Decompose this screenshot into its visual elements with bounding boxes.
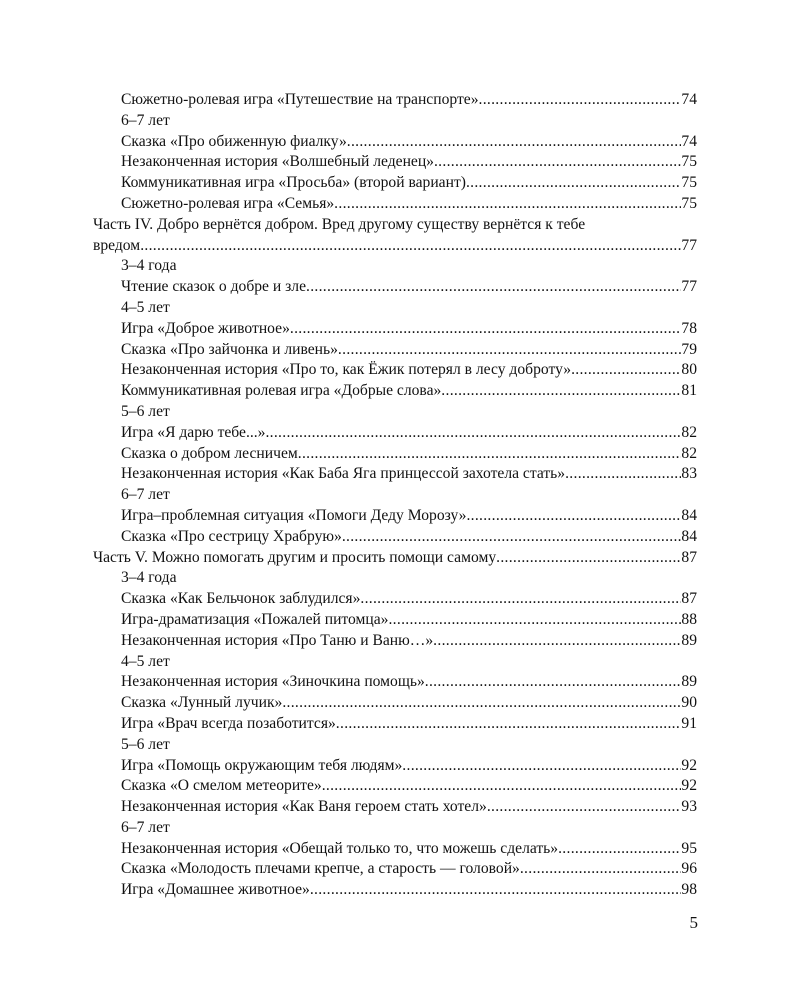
toc-entry-title: Сказка о добром лесничем <box>121 444 298 462</box>
toc-entry-title: Незаконченная история «Волшебный леденец» <box>121 153 434 171</box>
toc-entry[interactable] <box>93 631 697 652</box>
toc-leader-dots <box>425 672 682 693</box>
age-group-heading: 5–6 лет <box>121 402 170 420</box>
toc-leader-dots <box>496 548 681 569</box>
toc-leader-dots <box>565 464 681 485</box>
toc-leader-dots <box>402 756 681 777</box>
toc-entry[interactable] <box>93 360 697 381</box>
toc-entry-page: 89 <box>681 673 697 691</box>
toc-entry-page: 75 <box>681 194 697 212</box>
toc-entry-title: Чтение сказок о добре и зле <box>121 278 306 296</box>
toc-leader-dots <box>334 194 681 215</box>
age-group-heading: 3–4 года <box>121 569 177 587</box>
toc-entry-page: 80 <box>681 361 697 379</box>
toc-entry-title: Сказка «Про сестрицу Храбрую» <box>121 527 342 545</box>
toc-entry-page: 89 <box>681 631 697 649</box>
age-group-heading: 3–4 года <box>121 257 177 275</box>
toc-entry-title: Игра–проблемная ситуация «Помоги Деду Морозу» <box>121 506 467 524</box>
toc-entry[interactable] <box>93 776 697 797</box>
toc-leader-dots <box>571 360 681 381</box>
table-of-contents <box>93 90 697 901</box>
toc-leader-dots <box>338 340 681 361</box>
toc-entry-page: 87 <box>681 590 697 608</box>
part-4-heading-line2[interactable] <box>93 236 697 257</box>
toc-leader-dots <box>336 714 682 735</box>
toc-entry[interactable] <box>93 423 697 444</box>
toc-leader-dots <box>558 839 681 860</box>
toc-entry-page: 82 <box>681 444 697 462</box>
age-group-heading: 6–7 лет <box>121 818 170 836</box>
toc-entry[interactable] <box>93 90 697 111</box>
toc-entry[interactable] <box>93 152 697 173</box>
toc-entry-title: Сказка «Молодость плечами крепче, а старость — головой» <box>121 860 520 878</box>
toc-leader-dots <box>310 880 682 901</box>
toc-entry[interactable] <box>93 381 697 402</box>
toc-entry[interactable] <box>93 714 697 735</box>
age-group-heading: 5–6 лет <box>121 735 170 753</box>
toc-entry[interactable] <box>93 880 697 901</box>
toc-leader-dots <box>140 236 681 257</box>
age-group-heading: 4–5 лет <box>121 652 170 670</box>
toc-leader-dots <box>342 527 682 548</box>
toc-leader-dots <box>433 631 681 652</box>
toc-leader-dots <box>282 693 681 714</box>
toc-leader-dots <box>322 776 682 797</box>
toc-entry-title: Игра «Помощь окружающим тебя людям» <box>121 756 403 774</box>
toc-leader-dots <box>306 277 681 298</box>
toc-entry-title: Игра «Доброе животное» <box>121 319 290 337</box>
toc-entry-title: Незаконченная история «Про то, как Ёжик потерял в лесу доброту» <box>121 361 572 379</box>
toc-leader-dots <box>466 506 681 527</box>
toc-entry[interactable] <box>93 610 697 631</box>
toc-leader-dots <box>479 90 682 111</box>
toc-entry[interactable] <box>93 173 697 194</box>
toc-entry[interactable] <box>93 859 697 880</box>
toc-entry-page: 88 <box>681 610 697 628</box>
toc-entry-title: Незаконченная история «Про Таню и Ваню…» <box>121 631 434 649</box>
toc-entry-page: 77 <box>681 236 697 254</box>
toc-entry[interactable] <box>93 506 697 527</box>
toc-entry-title: Часть V. Можно помогать другим и просить помощи самому <box>93 548 497 566</box>
toc-entry-title: Сказка «О смелом метеорите» <box>121 777 322 795</box>
toc-entry-title: Игра-драматизация «Пожалей питомца» <box>121 610 389 628</box>
toc-entry-page: 84 <box>681 527 697 545</box>
toc-entry[interactable] <box>93 527 697 548</box>
age-group-heading: 4–5 лет <box>121 298 170 316</box>
toc-entry[interactable] <box>93 194 697 215</box>
toc-entry[interactable] <box>93 797 697 818</box>
toc-leader-dots <box>298 444 682 465</box>
toc-leader-dots <box>388 610 681 631</box>
toc-entry[interactable] <box>93 132 697 153</box>
toc-leader-dots <box>487 797 682 818</box>
toc-entry-title: Сказка «Про зайчонка и ливень» <box>121 340 338 358</box>
toc-entry-page: 81 <box>681 382 697 400</box>
toc-entry-title: Коммуникативная ролевая игра «Добрые слова» <box>121 382 442 400</box>
toc-entry-title: Сюжетно-ролевая игра «Путешествие на транспорте» <box>121 91 479 108</box>
toc-entry-page: 91 <box>681 714 697 732</box>
toc-entry-page: 84 <box>681 506 697 524</box>
toc-entry-page: 90 <box>681 694 697 712</box>
toc-leader-dots <box>434 152 681 173</box>
toc-entry[interactable] <box>93 464 697 485</box>
toc-entry-title: Сказка «Как Бельчонок заблудился» <box>121 590 361 608</box>
toc-entry-page: 75 <box>681 174 697 192</box>
toc-entry[interactable] <box>93 319 697 340</box>
toc-entry-page: 92 <box>681 756 697 774</box>
toc-leader-dots <box>441 381 681 402</box>
toc-entry-page: 77 <box>681 278 697 296</box>
toc-entry-title: Незаконченная история «Обещай только то, что можешь сделать» <box>121 839 559 857</box>
toc-leader-dots <box>347 132 682 153</box>
part-4-heading-line1[interactable]: Часть IV. Добро вернётся добром. Вред другому существу вернётся к тебе <box>93 215 586 233</box>
toc-entry-page: 96 <box>681 860 697 878</box>
page-number: 5 <box>689 913 698 932</box>
toc-entry-page: 92 <box>681 777 697 795</box>
toc-leader-dots <box>265 423 681 444</box>
toc-entry-page: 78 <box>681 319 697 337</box>
toc-entry-title: Сказка «Про обиженную фиалку» <box>121 132 347 150</box>
toc-entry-title: Сказка «Лунный лучик» <box>121 694 283 712</box>
toc-entry-title: Коммуникативная игра «Просьба» (второй вариант) <box>121 174 466 192</box>
toc-entry-title: Игра «Врач всегда позаботится» <box>121 714 336 732</box>
toc-entry[interactable] <box>93 756 697 777</box>
toc-leader-dots <box>360 589 681 610</box>
toc-entry-page: 93 <box>681 798 697 816</box>
toc-entry[interactable] <box>93 589 697 610</box>
toc-entry-page: 87 <box>681 548 697 566</box>
toc-entry[interactable] <box>93 277 697 298</box>
toc-entry-page: 79 <box>681 340 697 358</box>
toc-entry[interactable] <box>93 672 697 693</box>
age-group-heading: 6–7 лет <box>121 111 170 129</box>
toc-entry-title: вредом <box>93 236 141 254</box>
toc-entry-page: 74 <box>681 91 697 108</box>
toc-entry-title: Незаконченная история «Как Ваня героем стать хотел» <box>121 798 487 816</box>
toc-entry[interactable] <box>93 693 697 714</box>
toc-leader-dots <box>466 173 681 194</box>
toc-entry[interactable] <box>93 340 697 361</box>
toc-entry-page: 75 <box>681 153 697 171</box>
toc-entry-title: Игра «Я дарю тебе...» <box>121 423 266 441</box>
toc-entry-title: Игра «Домашнее животное» <box>121 881 310 899</box>
toc-leader-dots <box>290 319 682 340</box>
toc-entry-page: 98 <box>681 881 697 899</box>
toc-entry[interactable] <box>93 444 697 465</box>
toc-entry-page: 82 <box>681 423 697 441</box>
part-5-heading[interactable] <box>93 548 697 569</box>
toc-entry-title: Сюжетно-ролевая игра «Семья» <box>121 194 335 212</box>
toc-entry-title: Незаконченная история «Как Баба Яга принцессой захотела стать» <box>121 465 566 483</box>
toc-entry-title: Незаконченная история «Зиночкина помощь» <box>121 673 425 691</box>
toc-entry-page: 74 <box>681 132 697 150</box>
toc-entry-page: 95 <box>681 839 697 857</box>
age-group-heading: 6–7 лет <box>121 486 170 504</box>
toc-entry-page: 83 <box>681 465 697 483</box>
toc-entry[interactable] <box>93 839 697 860</box>
toc-leader-dots <box>520 859 682 880</box>
